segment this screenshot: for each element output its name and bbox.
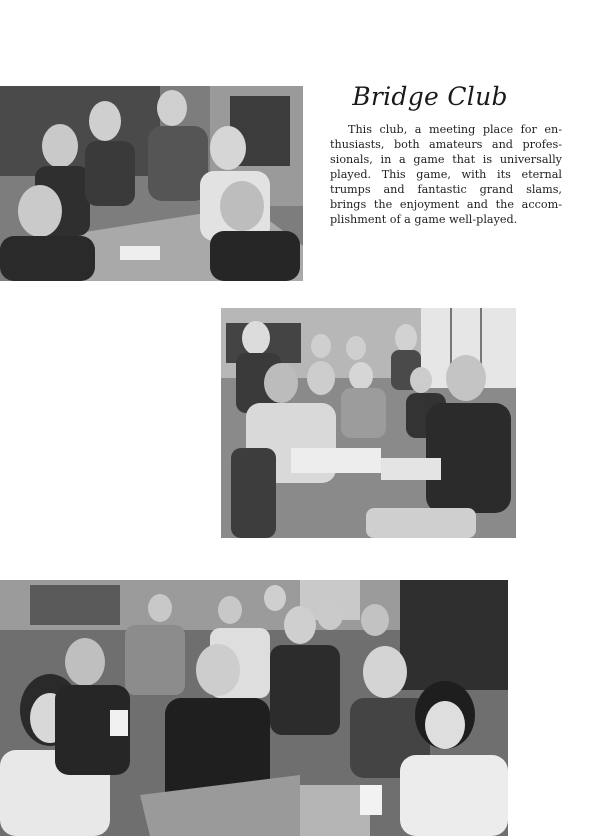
description-line-5: trumps and fantastic grand slams, bbox=[330, 183, 562, 196]
photo-bottom-illustration bbox=[0, 580, 508, 836]
photo-club-members-group-bottom bbox=[0, 580, 508, 836]
description-line-2: thusiasts, both amateurs and profes- bbox=[330, 138, 562, 151]
club-description bbox=[330, 122, 562, 227]
photo-club-members-playing-cards-top bbox=[0, 86, 303, 281]
photo-mid-illustration bbox=[221, 308, 516, 538]
photo-club-members-classroom-middle bbox=[221, 308, 516, 538]
page-title: Bridge Club bbox=[352, 82, 508, 111]
description-line-3: sionals, in a game that is universally bbox=[330, 153, 562, 166]
description-line-4: played. This game, with its eternal bbox=[330, 168, 562, 181]
description-line-7: plishment of a game well-played. bbox=[330, 213, 518, 226]
photo-top-illustration bbox=[0, 86, 303, 281]
description-line-1: This club, a meeting place for en- bbox=[348, 123, 562, 136]
description-line-6: brings the enjoyment and the accom- bbox=[330, 198, 562, 211]
